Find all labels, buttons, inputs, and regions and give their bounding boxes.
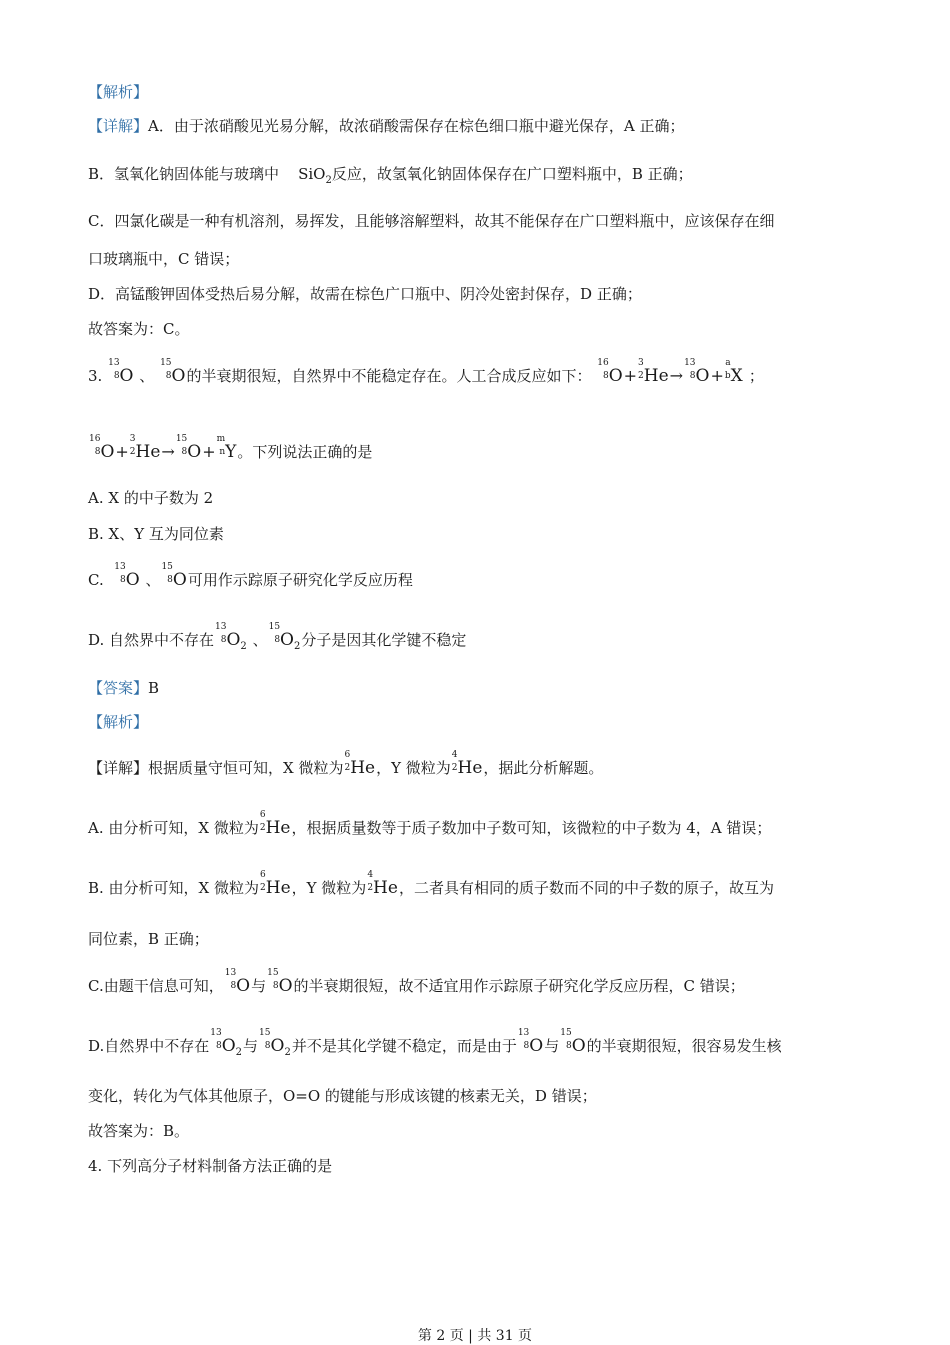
explain-D-2: 变化，转化为气体其他原子，O=O 的键能与形成该键的核素无关，D 错误； xyxy=(88,1087,597,1105)
detail-intro: 【详解】根据质量守恒可知，X 微粒为 6 2 He，Y 微粒为 4 2 He，据此分析解题。 xyxy=(88,750,604,778)
analysis-heading-2: 【解析】 xyxy=(88,713,149,731)
detail-C-1: C．四氯化碳是一种有机溶剂，易挥发，且能够溶解塑料，故其不能保存在广口塑料瓶中，应该保存在细 xyxy=(88,212,775,230)
reaction-2: 16 8 O+ 3 2 He→ 15 8 O+ m n Y。下列说法正确的是 xyxy=(89,434,373,462)
option-B: B. X、Y 互为同位素 xyxy=(88,525,224,543)
explain-D-1: D.自然界中不存在 13 8 $O_2$与 15 8 $O_2$并不是其化学键不稳定，而是由于 13 8 O与 15 8 O的半衰期很短，很容易发生核 xyxy=(88,1028,782,1058)
answer-summary-2: 故答案为：B。 xyxy=(88,1122,190,1140)
page-footer: 第 2 页 | 共 31 页 xyxy=(417,1328,533,1344)
explain-A: A. 由分析可知，X 微粒为 6 2 He，根据质量数等于质子数加中子数可知，该微粒的中子数为 4，A 错误； xyxy=(88,810,772,838)
reaction-1: 16 8 O+ 3 2 He→ 13 8 O+ a b X xyxy=(597,358,743,386)
detail-tag: 【详解】 xyxy=(88,117,149,135)
detail-B: B．氢氧化钠固体能与玻璃中 SiO$_2$反应，故氢氧化钠固体保存在广口塑料瓶中，B 正确； xyxy=(88,165,693,186)
question-3-stem: 3. 13 8 O 、 15 8 O的半衰期很短，自然界中不能稳定存在。人工合成反应如下： 16 8 O+ 3 2 He→ 13 8 O+ a b X ； xyxy=(88,358,764,386)
answer-summary-1: 故答案为：C。 xyxy=(88,320,190,338)
question-4-stem: 4. 下列高分子材料制备方法正确的是 xyxy=(88,1157,333,1175)
option-A: A. X 的中子数为 2 xyxy=(88,489,214,507)
explain-B-1: B. 由分析可知，X 微粒为 6 2 He，Y 微粒为 4 2 He，二者具有相同的质子数而不同的中子数的原子，故互为 xyxy=(88,870,774,898)
explain-C: C.由题干信息可知， 13 8 O与 15 8 O的半衰期很短，故不适宜用作示踪原子研究化学反应历程，C 错误； xyxy=(88,968,745,996)
detail-D: D．高锰酸钾固体受热后易分解，故需在棕色广口瓶中、阴冷处密封保存，D 正确； xyxy=(88,285,642,303)
option-C: C. 13 8 O 、 15 8 O可用作示踪原子研究化学反应历程 xyxy=(88,562,413,590)
answer-line: 【答案】B xyxy=(88,679,160,697)
analysis-heading: 【解析】 xyxy=(88,83,149,101)
option-D: D. 自然界中不存在 13 8 $O_2$ 、 15 8 $O_2$分子是因其化学键不稳定 xyxy=(88,622,467,652)
explain-B-2: 同位素，B 正确； xyxy=(88,930,209,948)
detail-C-2: 口玻璃瓶中，C 错误； xyxy=(88,250,240,268)
detail-A: 【详解】A．由于浓硝酸见光易分解，故浓硝酸需保存在棕色细口瓶中避光保存，A 正确； xyxy=(88,117,685,135)
